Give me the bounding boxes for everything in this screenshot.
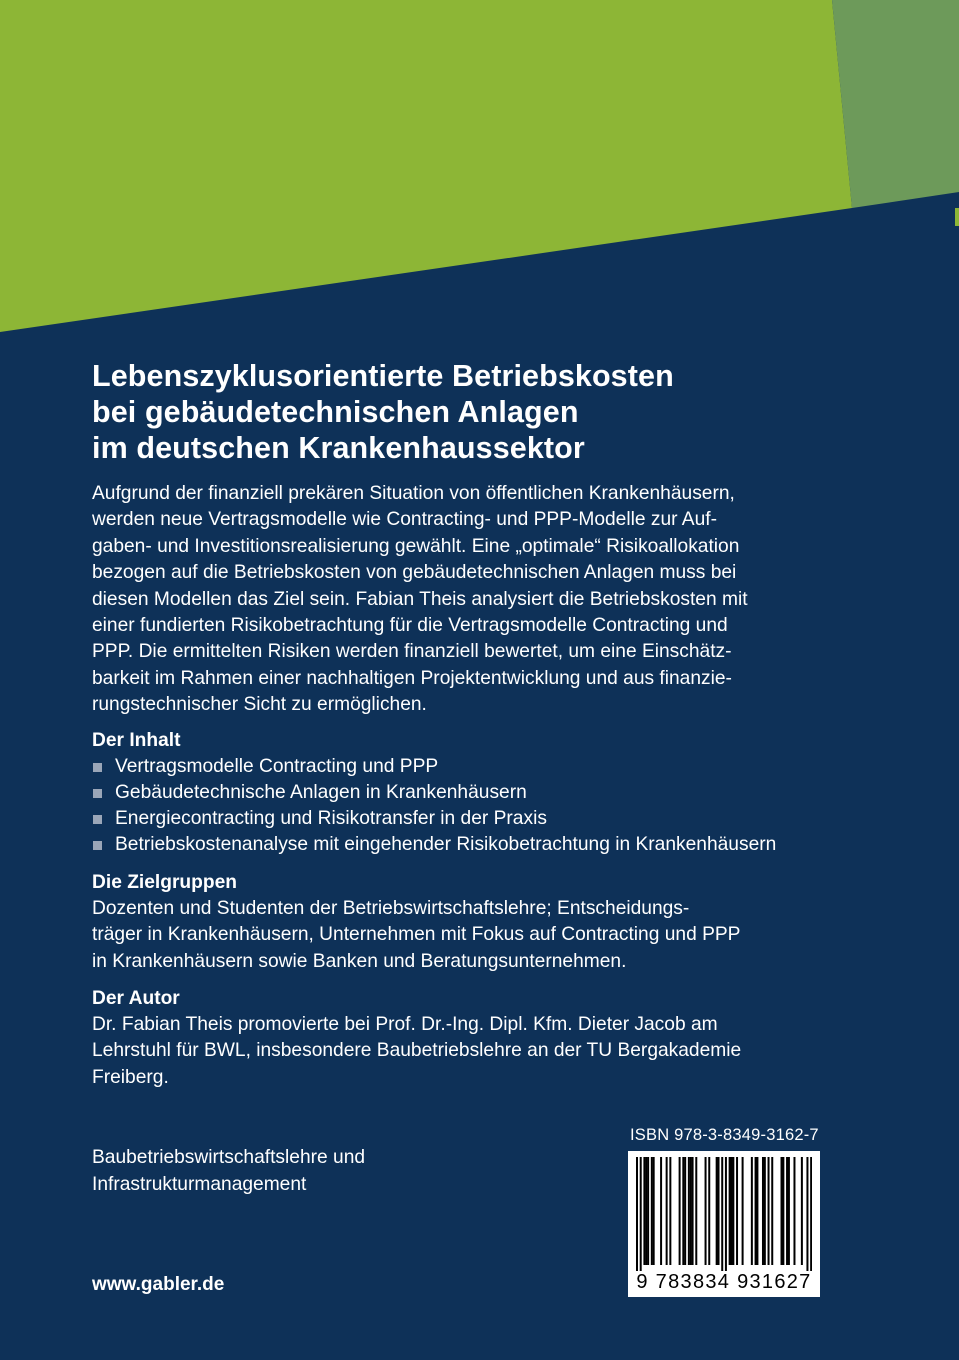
isbn-label: ISBN 978-3-8349-3162-7	[630, 1126, 819, 1144]
autor-line: Dr. Fabian Theis promovierte bei Prof. Dr.-Ing. Dipl. Kfm. Dieter Jacob am	[92, 1014, 718, 1035]
bullet-square-icon	[93, 815, 102, 824]
barcode-bar	[679, 1157, 681, 1265]
barcode-bar	[756, 1157, 758, 1265]
autor-section	[92, 986, 852, 1091]
edge-marker	[955, 208, 959, 226]
barcode-bar	[782, 1157, 784, 1265]
title-line: Lebenszyklusorientierte Betriebskosten	[92, 359, 674, 393]
intro-line: werden neue Vertragsmodelle wie Contracting- und PPP-Modelle zur Auf-	[92, 509, 717, 531]
barcode-bar	[690, 1157, 692, 1265]
zielgruppen-line: in Krankenhäusern sowie Banken und Beratungsunternehmen.	[92, 950, 627, 972]
barcode-bar	[742, 1157, 744, 1265]
title-line: bei gebäudetechnischen Anlagen	[92, 395, 579, 429]
barcode-bar	[708, 1157, 710, 1265]
barcode-bar	[764, 1157, 766, 1265]
autor-line: Freiberg.	[92, 1066, 169, 1088]
barcode-bar	[736, 1157, 738, 1265]
barcode-bar	[647, 1157, 649, 1265]
barcode-bar	[636, 1157, 638, 1271]
barcode-bar	[651, 1157, 653, 1265]
publisher-url: www.gabler.de	[92, 1274, 225, 1295]
title-block	[92, 358, 852, 466]
book-title	[92, 358, 852, 466]
intro-line: Aufgrund der finanziell prekären Situation von öffentlichen Krankenhäusern,	[92, 483, 735, 504]
zielgruppen-line: träger in Krankenhäusern, Unternehmen mit Fokus auf Contracting und PPP	[92, 924, 741, 946]
zielgruppen-heading: Die Zielgruppen	[92, 872, 237, 893]
intro-line: einer fundierten Risikobetrachtung für die Vertragsmodelle Contracting und	[92, 615, 728, 637]
barcode-bar	[755, 1157, 757, 1265]
intro-line: barkeit im Rahmen einer nachhaltigen Projektentwicklung und aus finanzie-	[92, 667, 732, 689]
barcode-bar	[684, 1157, 686, 1265]
barcode-bar	[788, 1157, 790, 1265]
zielgruppen-line: Dozenten und Studenten der Betriebswirtschaftslehre; Entscheidungs-	[92, 898, 690, 919]
barcode-bar	[705, 1157, 707, 1265]
intro-line: rungstechnischer Sicht zu ermöglichen.	[92, 694, 427, 716]
barcode-bar	[786, 1157, 788, 1265]
barcode-bar	[643, 1157, 645, 1265]
barcode-bar	[640, 1157, 642, 1271]
series-line: Baubetriebswirtschaftslehre und	[92, 1147, 366, 1168]
barcode-bar	[781, 1157, 783, 1265]
inhalt-heading: Der Inhalt	[92, 730, 181, 751]
barcode-bar	[716, 1157, 718, 1265]
intro-line: PPP. Die ermittelten Risiken werden finanziell bewertet, um eine Einschätz-	[92, 641, 732, 663]
barcode-bar	[732, 1157, 734, 1265]
inhalt-section	[92, 728, 852, 858]
list-item: Energiecontracting und Risikotransfer in der Praxis	[92, 806, 852, 832]
title-line: im deutschen Krankenhaussektor	[92, 431, 585, 465]
barcode	[628, 1151, 820, 1297]
barcode-bar	[718, 1157, 720, 1265]
barcode-digits: 9 783834 931627	[636, 1271, 812, 1293]
inhalt-list	[92, 754, 852, 858]
barcode-bar	[810, 1157, 812, 1271]
barcode-bar	[730, 1157, 732, 1265]
zielgruppen-section	[92, 870, 852, 975]
barcode-bar	[660, 1157, 662, 1265]
list-item: Vertragsmodelle Contracting und PPP	[92, 754, 852, 780]
barcode-bar	[768, 1157, 770, 1265]
autor-heading: Der Autor	[92, 988, 180, 1009]
barcode-bar	[666, 1157, 668, 1265]
bullet-square-icon	[93, 789, 102, 798]
barcode-bar	[762, 1157, 764, 1265]
barcode-bar	[801, 1157, 803, 1265]
list-item: Betriebskostenanalyse mit eingehender Risikobetrachtung in Krankenhäusern	[92, 832, 852, 858]
barcode-bar	[793, 1157, 795, 1265]
sage-panel	[832, 0, 959, 208]
barcode-bar	[806, 1157, 808, 1271]
autor-line: Lehrstuhl für BWL, insbesondere Baubetriebslehre an der TU Bergakademie	[92, 1040, 742, 1062]
barcode-bar	[771, 1157, 773, 1265]
intro-line: bezogen auf die Betriebskosten von gebäudetechnischen Anlagen muss bei	[92, 562, 737, 584]
intro-paragraph	[92, 481, 852, 719]
bullet-square-icon	[93, 841, 102, 850]
intro-line: diesen Modellen das Ziel sein. Fabian Theis analysiert die Betriebskosten mit	[92, 588, 748, 610]
barcode-bar	[695, 1157, 697, 1265]
barcode-bar	[692, 1157, 694, 1265]
barcode-bar	[729, 1157, 731, 1265]
barcode-bar	[645, 1157, 647, 1265]
barcode-bar	[688, 1157, 690, 1265]
barcode-bar	[653, 1157, 655, 1265]
barcode-bar	[721, 1157, 723, 1271]
bullet-square-icon	[93, 763, 102, 772]
series-name	[92, 1144, 365, 1198]
intro-line: gaben- und Investitionsrealisierung gewählt. Eine „optimale“ Risikoallokation	[92, 535, 740, 557]
list-item: Gebäudetechnische Anlagen in Krankenhäusern	[92, 780, 852, 806]
series-line: Infrastrukturmanagement	[92, 1174, 307, 1195]
barcode-bar	[725, 1157, 727, 1271]
barcode-bars-icon	[636, 1157, 812, 1271]
barcode-bar	[682, 1157, 684, 1265]
barcode-bar	[751, 1157, 753, 1265]
barcode-bar	[669, 1157, 671, 1265]
